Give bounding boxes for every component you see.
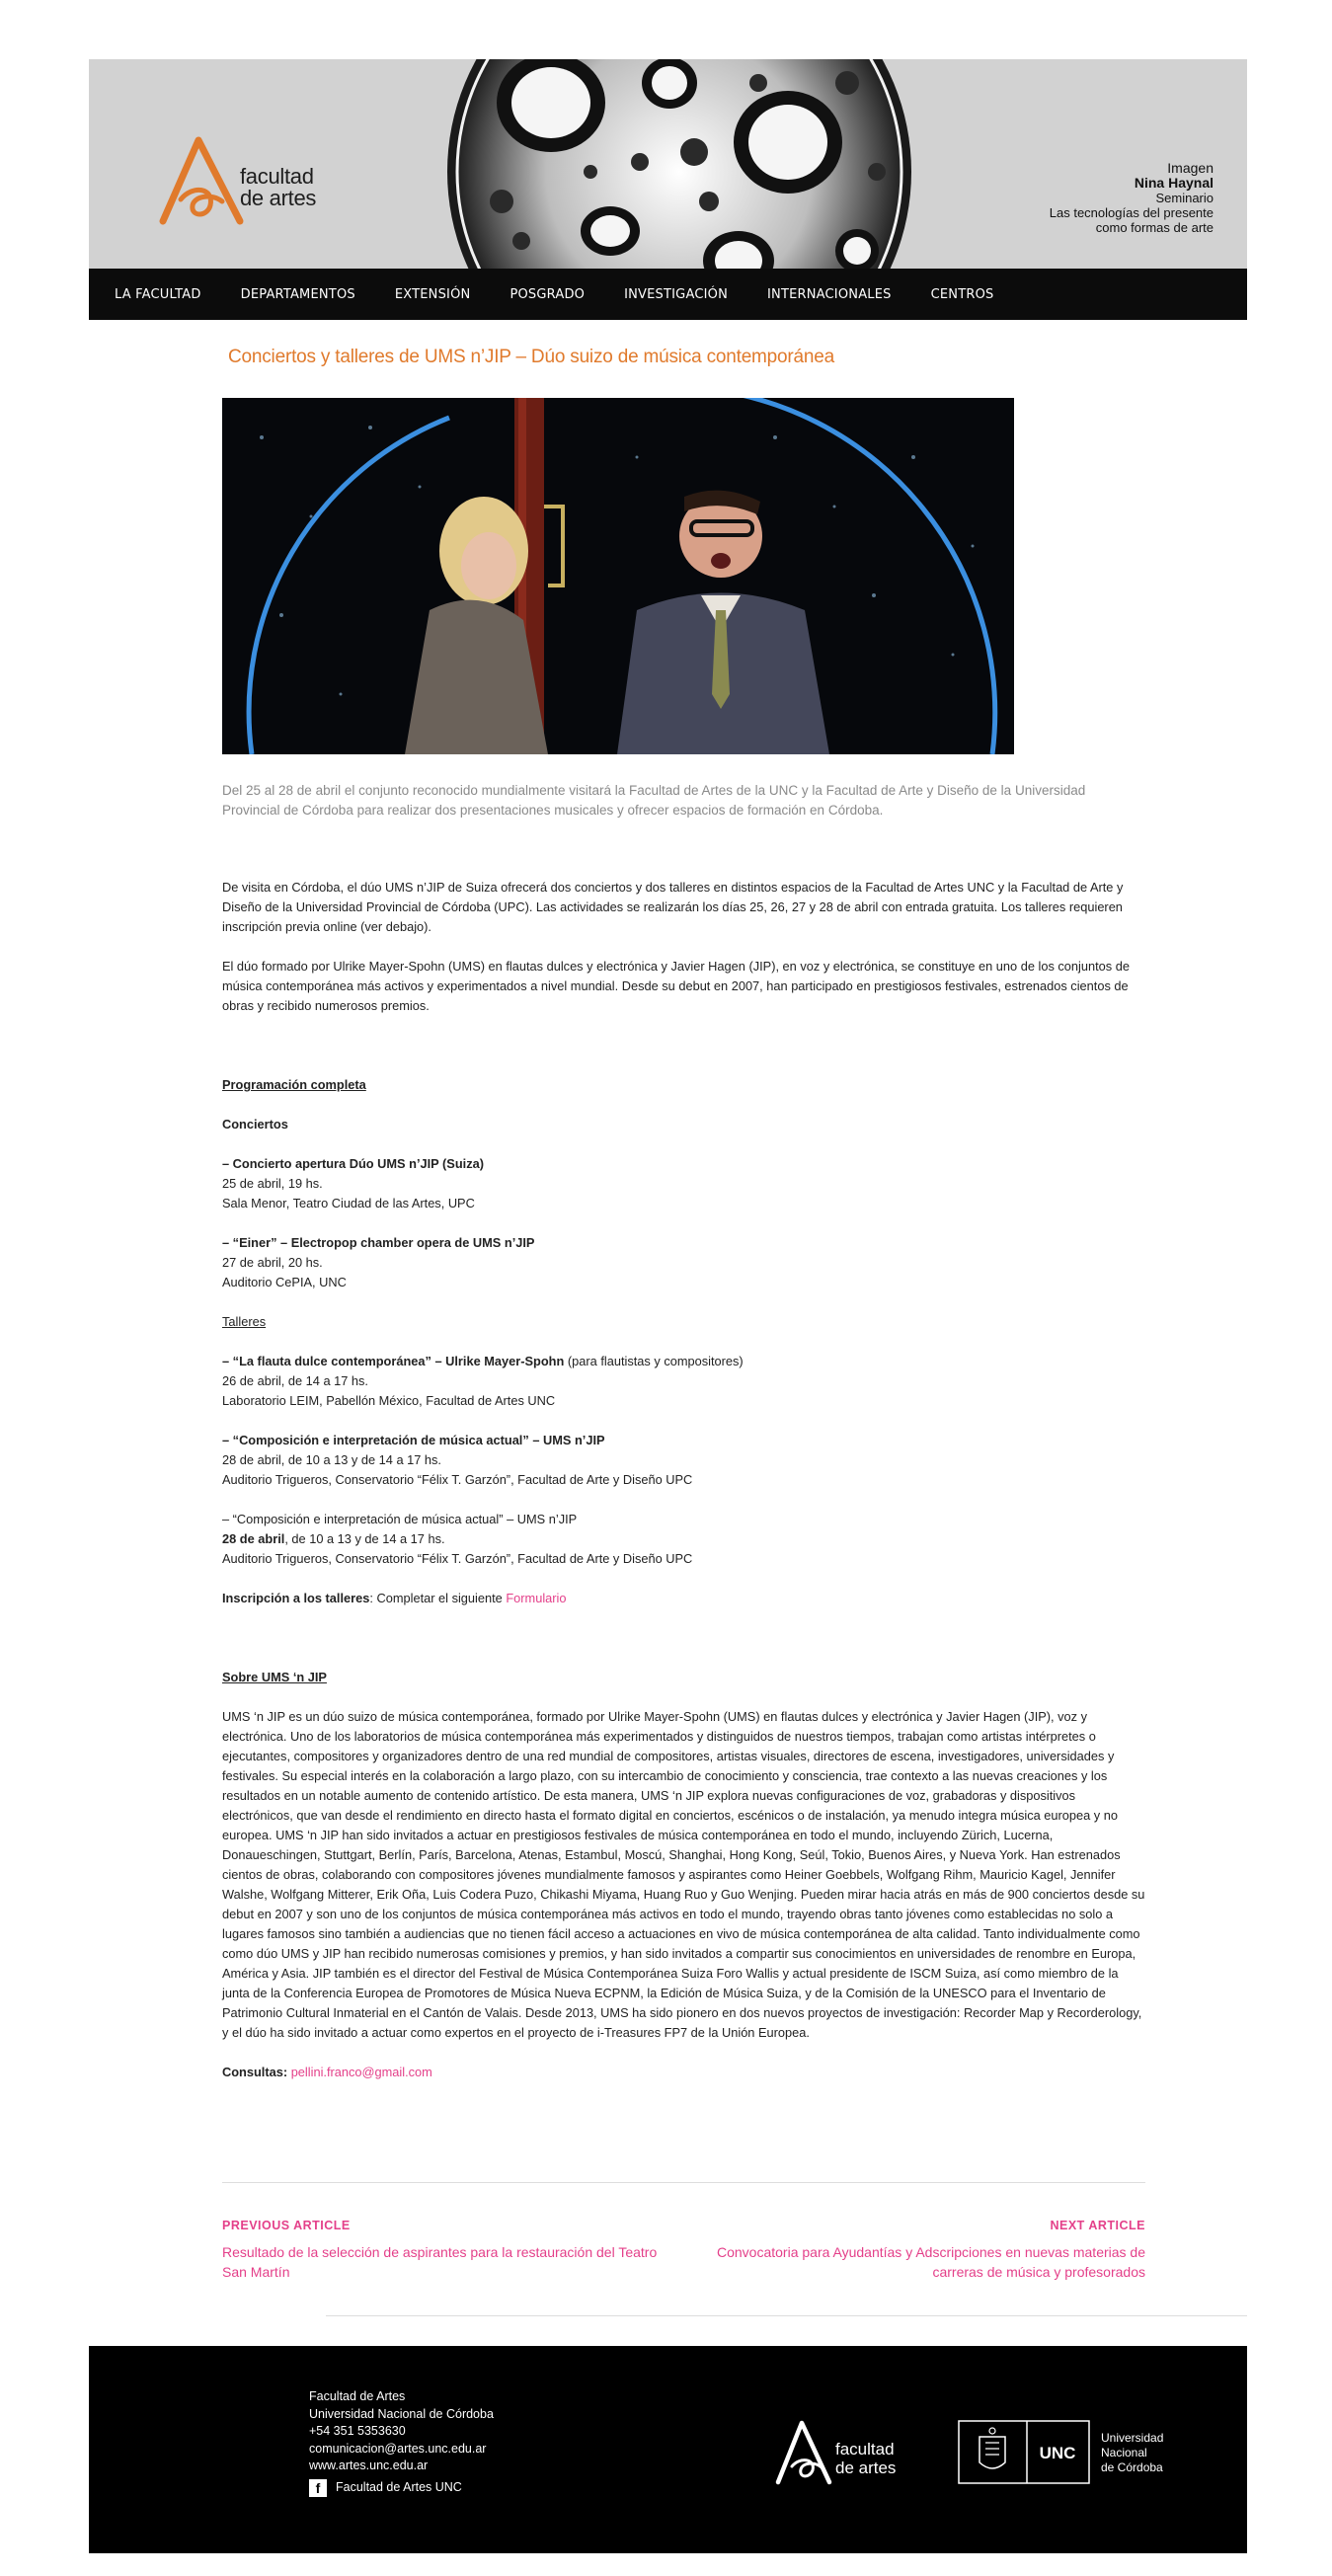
seminar-promo[interactable] [1050, 161, 1214, 235]
sobre-text: UMS ‘n JIP es un dúo suizo de música contemporánea, formado por Ulrike Mayer-Spohn (UMS) en flautas dulces y electrónica y Javier Hagen (JIP), voz y electrónica. Uno de los laboratorios de música contemporánea más experimentados y distinguidos de nuestros tiempos, trabajan como artistas intérpretes o ejecutantes, compositores y organizadores dentro de una red mundial de compositores, artistas visuales, directores de escena, investigadores, universidades y festivales. Su especial interés en la colaboración a largo plazo, con su intercambio de conocimiento y consciencia, trae contexto a las nuevas creaciones y los resultados en un notable aumento de contenido artístico. De esta manera, UMS ‘n JIP explora nuevas configuraciones de voz, grabadoras y dispositivos electrónicos, que van desde el rendimiento en directo hasta el formato digital en conciertos, escénicos o de instalación, ya menudo integra música europea y no europea. UMS ‘n JIP han sido invitados a actuar en prestigiosos festivales de música contemporánea en todo el mundo, incluyendo Zürich, Lucerna, Donaueschingen, Stuttgart, Berlín, París, Barcelona, Atenas, Estambul, Moscú, Shanghai, Hong Kong, Seúl, Tokio, Buenos Aires, y Nueva York. Han estrenados cientos de obras, colaborando con compositores jóvenes mundialmente famosos y aspirantes como Heiner Goebbels, Wolfgang Rihm, Mauricio Kagel, Jennifer Walshe, Wolfgang Mitterer, Erik Oña, Luis Codera Puzo, Chikashi Miyama, Huang Ruo y Guo Wenjing. Pueden mirar hacia atrás en más de 900 conciertos desde su debut en 2007 y son uno de los conjuntos de música contemporánea más activos en todo el mundo, trayendo obras tanto jóvenes como establecidas no solo a lugares famosos sino también a audiencias que no tienen fácil acceso a actuaciones en vivo de música contemporánea de alta calidad. Tanto individualmente como como dúo UMS y JIP han recibido numerosas comisiones y premios, y han sido invitados a compartir sus conocimientos en universidades de renombre en Europa, América y Asia. JIP también es el director del Festival de Música Contemporánea Suiza Foro Wallis y actual presidente de ISCM Suiza, así como miembro de la junta de la Conferencia Europea de Promotores de Música Nueva ECPNM, la Edición de Música Suiza, y de la Comisión de la UNESCO para el Inventario de Patrimonio Cultural Inmaterial en el Cantón de Valais. Desde 2013, UMS ha sido pionero en dos nuevos proyectos de investigación: Recorder Map y Recorderology, y el dúo ha sido invitado a actuar como expertos en el proyecto de i-Treasures FP7 de la Unión Europea. [222, 1709, 1145, 2040]
workshop-item [222, 1431, 1145, 1490]
workshop-title: – “Composición e interpretación de música actual” – UMS n’JIP [222, 1512, 578, 1526]
concert-date: 25 de abril, 19 hs. [222, 1176, 323, 1191]
article-body [222, 878, 1145, 2082]
concert-place: Sala Menor, Teatro Ciudad de las Artes, UPC [222, 1196, 475, 1210]
unc-abbr: UNC [1039, 2444, 1076, 2462]
previous-article-link[interactable]: Resultado de la selección de aspirantes para la restauración del Teatro San Martín [222, 2244, 658, 2280]
consultas-label: Consultas: [222, 2065, 288, 2079]
nav-item-departamentos[interactable]: DEPARTAMENTOS [240, 286, 355, 302]
seminar-line4: Las tecnologías del presente [1049, 205, 1214, 220]
nav-item-la-facultad[interactable]: LA FACULTAD [115, 286, 201, 302]
next-article-link[interactable]: Convocatoria para Ayudantías y Adscripciones en nuevas materias de carreras de música y profesorados [717, 2244, 1145, 2280]
unc-line1: Universidad [1101, 2431, 1164, 2445]
previous-article-caption: PREVIOUS ARTICLE [222, 2219, 351, 2232]
nav-item-posgrado[interactable]: POSGRADO [509, 286, 586, 302]
footer-logo-line2: de artes [835, 2459, 897, 2477]
footer-email[interactable]: comunicacion@artes.unc.edu.ar [309, 2441, 487, 2456]
paragraph-intro: De visita en Córdoba, el dúo UMS n’JIP de Suiza ofrecerá dos conciertos y dos talleres en distintos espacios de la Facultad de Artes UNC y la Facultad de Arte y Diseño de la Universidad Provincial de Córdoba (UPC). Las actividades se realizarán los días 25, 26, 27 y 28 de abril con entrada gratuita. Los talleres requieren inscripción previa online (ver debajo). [222, 880, 1124, 934]
workshop-date-rest: , de 10 a 13 y de 14 a 17 hs. [284, 1531, 445, 1546]
article [222, 340, 1145, 2102]
workshop-title: – “La flauta dulce contemporánea” – Ulrike Mayer-Spohn [222, 1354, 565, 1368]
conciertos-heading: Conciertos [222, 1117, 288, 1132]
facebook-icon: f [309, 2479, 327, 2497]
workshop-place: Laboratorio LEIM, Pabellón México, Facultad de Artes UNC [222, 1393, 556, 1408]
footer-contact [309, 2388, 494, 2497]
unc-line2: Nacional [1101, 2446, 1147, 2459]
site-header [89, 59, 1247, 269]
nav-item-centros[interactable]: CENTROS [930, 286, 994, 302]
seminar-speaker: Nina Haynal [1134, 175, 1214, 191]
seminar-line5: como formas de arte [1095, 220, 1214, 235]
talleres-heading: Talleres [222, 1314, 267, 1329]
logo-wordmark [240, 166, 316, 209]
workshop-date: 28 de abril, de 10 a 13 y de 14 a 17 hs. [222, 1452, 441, 1467]
next-article-caption: NEXT ARTICLE [1050, 2219, 1145, 2232]
logo-text-line1: facultad [240, 164, 314, 189]
concert-place: Auditorio CePIA, UNC [222, 1275, 347, 1289]
workshop-title: – “Composición e interpretación de música actual” – UMS n’JIP [222, 1433, 605, 1447]
concert-date: 27 de abril, 20 hs. [222, 1255, 323, 1270]
paragraph-duo: El dúo formado por Ulrike Mayer-Spohn (UMS) en flautas dulces y electrónica y Javier Hagen (JIP), en voz y electrónica, se constituye en uno de los conjuntos de música contemporánea más activos y experimentados a nivel mundial. Desde su debut en 2007, han participado en prestigiosos festivales, estrenados cientos de obras y recibido numerosos premios. [222, 959, 1130, 1013]
inscripcion-text: : Completar el siguiente [369, 1591, 507, 1605]
footer-logo-line1: facultad [835, 2440, 895, 2459]
footer-line2: Universidad Nacional de Córdoba [309, 2406, 494, 2421]
previous-article[interactable] [222, 2219, 666, 2282]
fractal-banner-image [442, 59, 916, 269]
footer-logo[interactable] [772, 2415, 920, 2489]
workshop-place: Auditorio Trigueros, Conservatorio “Félix T. Garzón”, Facultad de Arte y Diseño UPC [222, 1551, 693, 1566]
site-logo[interactable] [153, 130, 351, 229]
form-link[interactable]: Formulario [506, 1591, 567, 1605]
workshop-date-bold: 28 de abril [222, 1531, 285, 1546]
site-footer [89, 2346, 1247, 2553]
unc-line3: de Córdoba [1101, 2460, 1163, 2474]
unc-crest-icon [979, 2428, 1005, 2468]
workshop-item [222, 1352, 1145, 1411]
seminar-line1: Imagen [1167, 160, 1214, 176]
inscripcion-label: Inscripción a los talleres [222, 1591, 370, 1605]
concert-item [222, 1233, 1145, 1292]
concert-item [222, 1154, 1145, 1213]
seminar-line3: Seminario [1155, 191, 1214, 205]
footer-website[interactable]: www.artes.unc.edu.ar [309, 2459, 429, 2472]
concert-title: – “Einer” – Electropop chamber opera de UMS n’JIP [222, 1235, 535, 1250]
nav-item-extension[interactable]: EXTENSIÓN [394, 286, 471, 302]
next-article[interactable] [671, 2219, 1145, 2282]
consultas-email-link[interactable]: pellini.franco@gmail.com [290, 2065, 432, 2079]
programacion-heading: Programación completa [222, 1077, 366, 1092]
logo-mark-icon [153, 130, 252, 229]
footer-line1: Facultad de Artes [309, 2389, 406, 2403]
facebook-label: Facultad de Artes UNC [336, 2479, 462, 2494]
facebook-link[interactable] [309, 2479, 494, 2497]
workshop-item [222, 1510, 1145, 1569]
concert-title: – Concierto apertura Dúo UMS n’JIP (Suiza) [222, 1156, 484, 1171]
divider [326, 2315, 1247, 2316]
logo-text-line2: de artes [240, 186, 317, 210]
consultas-line [222, 2063, 1145, 2082]
main-nav [89, 269, 1247, 320]
workshop-note: (para flautistas y compositores) [564, 1354, 744, 1368]
workshop-place: Auditorio Trigueros, Conservatorio “Félix T. Garzón”, Facultad de Arte y Diseño UPC [222, 1472, 693, 1487]
workshop-date: 26 de abril, de 14 a 17 hs. [222, 1373, 368, 1388]
post-navigation [222, 2182, 1145, 2280]
footer-phone: +54 351 5353630 [309, 2424, 406, 2438]
sobre-heading: Sobre UMS ‘n JIP [222, 1670, 327, 1684]
article-title: Conciertos y talleres de UMS n’JIP – Dúo suizo de música contemporánea [228, 347, 835, 367]
nav-item-investigacion[interactable]: INVESTIGACIÓN [624, 286, 728, 302]
article-hero-image [222, 398, 1014, 754]
nav-item-internacionales[interactable]: INTERNACIONALES [767, 286, 892, 302]
inscripcion-line [222, 1589, 1145, 1608]
article-lead: Del 25 al 28 de abril el conjunto reconocido mundialmente visitará la Facultad de Artes de la UNC y la Facultad de Arte y Diseño de la Universidad Provincial de Córdoba para realizar dos presentaciones musicales y ofrecer espacios de formación en Córdoba. [222, 783, 1086, 818]
unc-logo[interactable] [958, 2415, 1165, 2489]
